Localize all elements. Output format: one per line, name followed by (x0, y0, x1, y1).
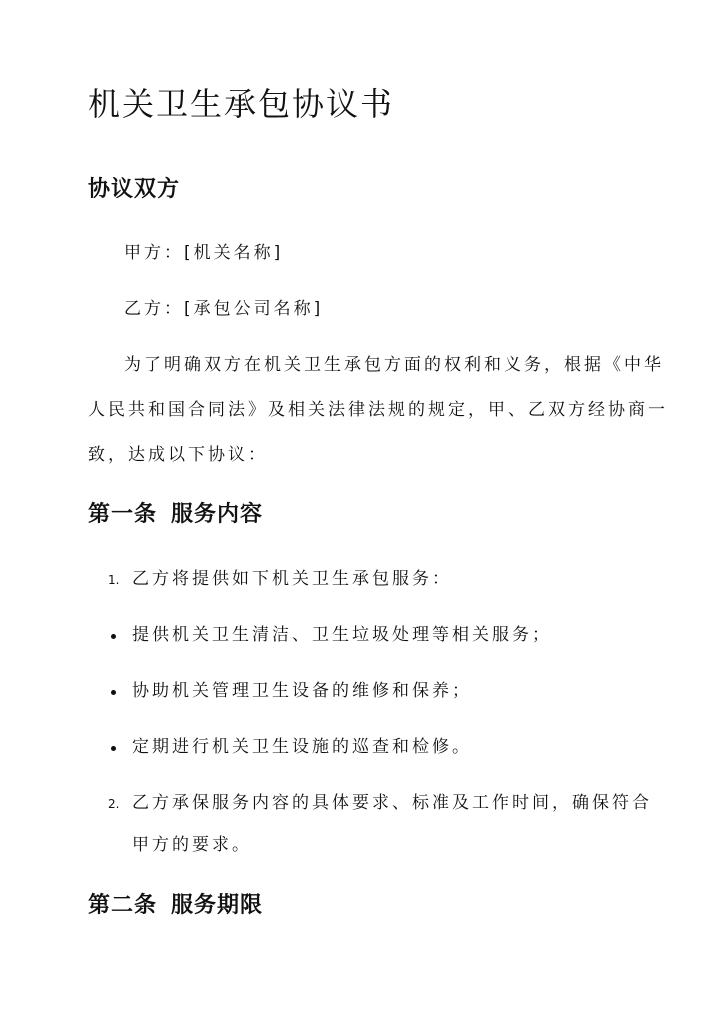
section-heading-parties: 协议双方 (88, 176, 181, 202)
bullet-dot (111, 746, 116, 751)
intro-line-3: 致，达成以下协议： (88, 445, 268, 465)
list-marker-1: 1. (108, 573, 120, 587)
section-heading-article1 (88, 499, 263, 529)
article2-title: 服务期限 (171, 892, 264, 918)
document-title: 机关卫生承包协议书 (88, 85, 395, 123)
bullet-item-3: 定期进行机关卫生设施的巡查和检修。 (132, 737, 472, 757)
bullet-dot (111, 634, 116, 639)
list-item-2-line-2: 甲方的要求。 (132, 835, 252, 855)
bullet-dot (111, 690, 116, 695)
intro-line-1: 为了明确双方在机关卫生承包方面的权利和义务，根据《中华 (124, 355, 664, 375)
article1-title: 服务内容 (171, 501, 264, 527)
article2-number: 第二条 (88, 892, 158, 918)
list-item-2-line-1: 乙方承保服务内容的具体要求、标准及工作时间，确保符合 (132, 793, 652, 813)
section-heading-article2 (88, 890, 263, 920)
party-b-line: 乙方：[承包公司名称] (124, 299, 324, 319)
intro-line-2: 人民共和国合同法》及相关法律法规的规定，甲、乙双方经协商一 (88, 400, 668, 420)
list-item-1-text: 乙方将提供如下机关卫生承包服务： (132, 569, 452, 589)
bullet-item-1: 提供机关卫生清洁、卫生垃圾处理等相关服务； (132, 625, 552, 645)
list-marker-2: 2. (108, 797, 120, 811)
bullet-item-2: 协助机关管理卫生设备的维修和保养； (132, 681, 472, 701)
party-a-line: 甲方：[机关名称] (124, 243, 284, 263)
article1-number: 第一条 (88, 501, 158, 527)
